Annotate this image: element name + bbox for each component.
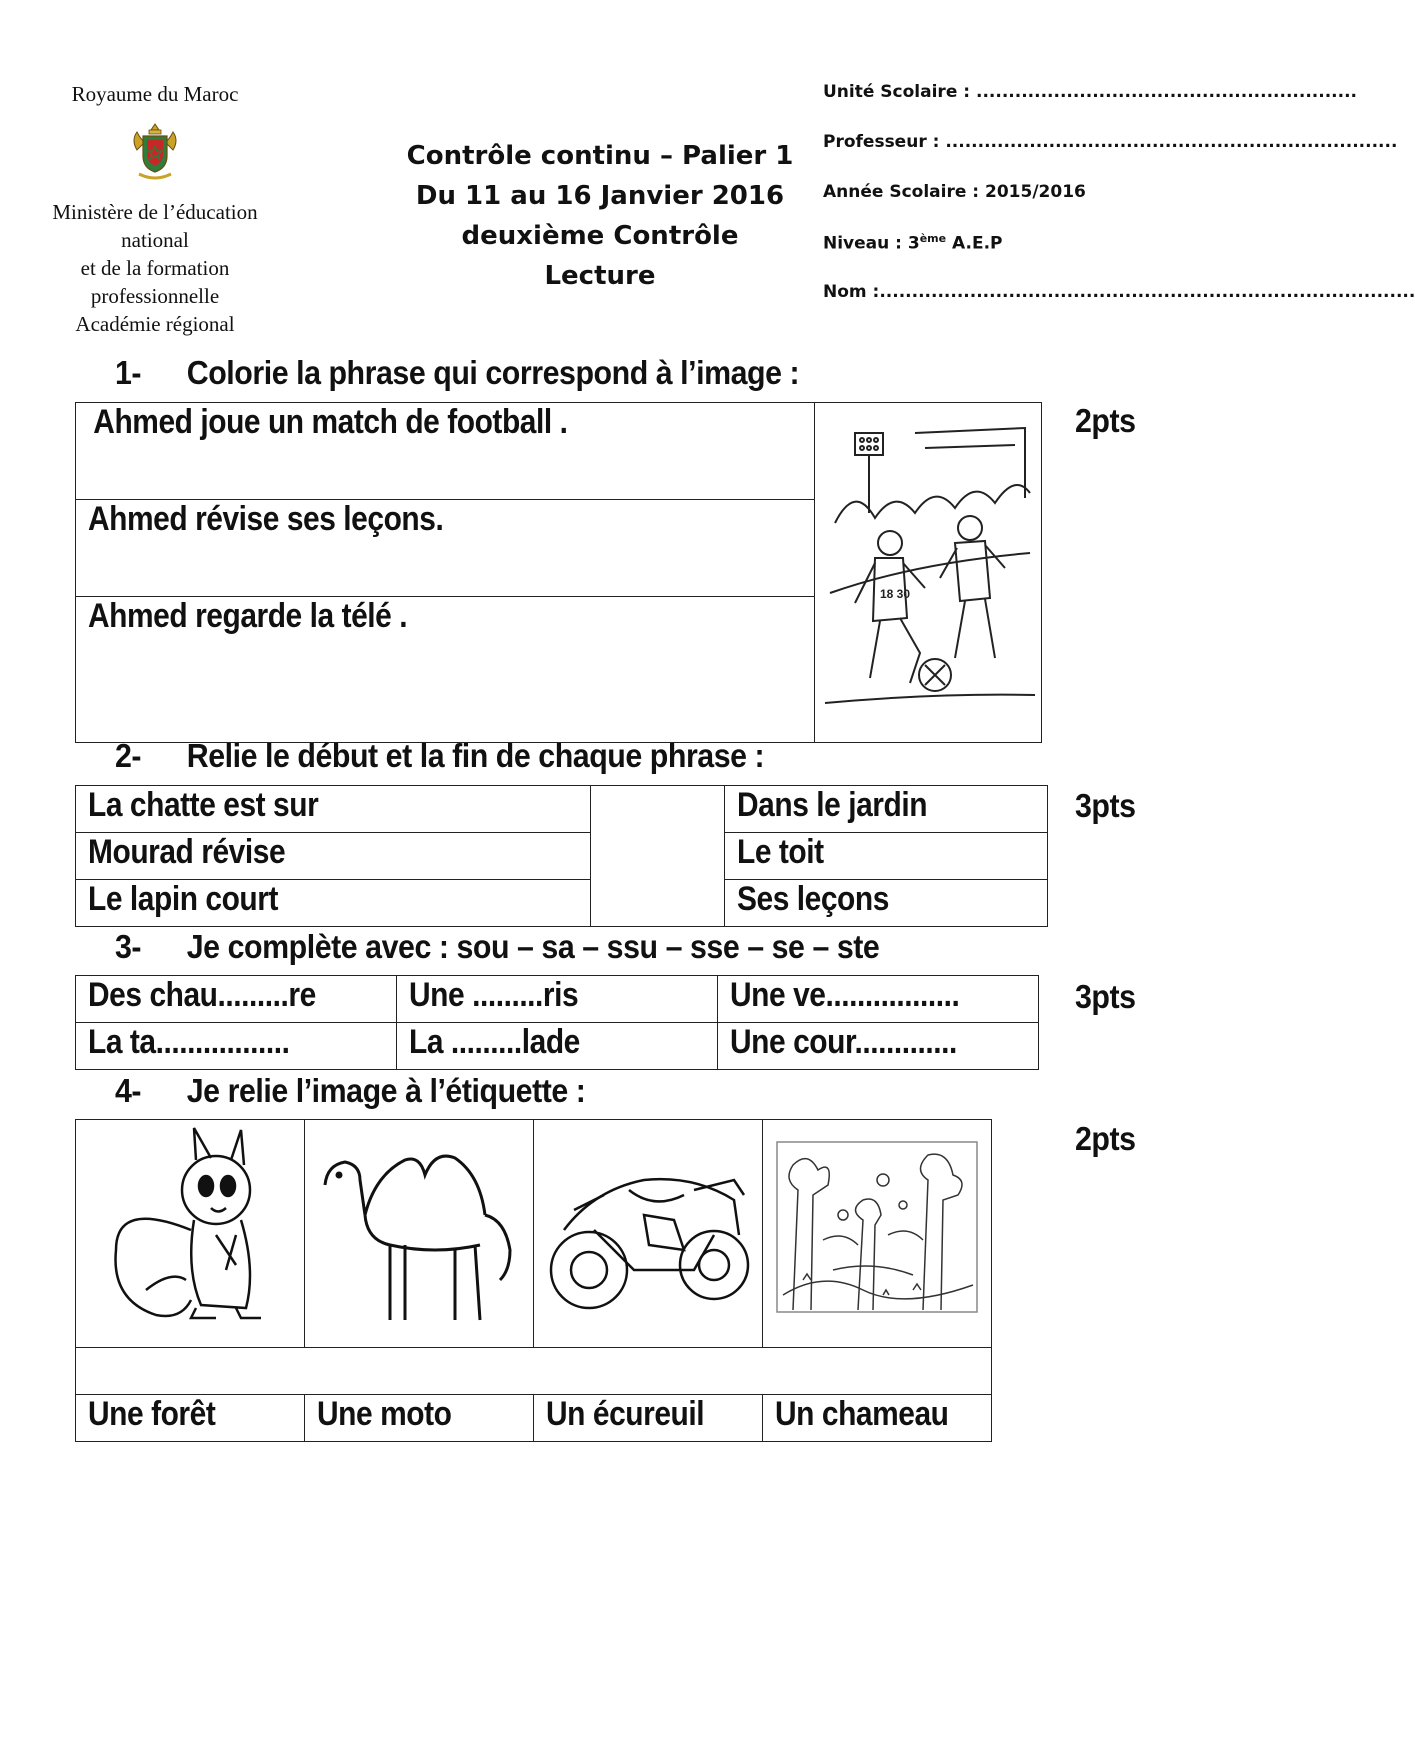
exercise2-table: [75, 785, 1048, 927]
nom-field[interactable]: Nom :...................................................................................: [823, 282, 1415, 302]
end-cell[interactable]: [725, 880, 1048, 927]
sentence-cell[interactable]: [76, 499, 815, 596]
professeur-field[interactable]: Professeur : ......................................................................: [823, 132, 1398, 152]
ministry-line: Ministère de l’éducation: [52, 200, 258, 224]
student-info: [823, 82, 1415, 332]
complete-cell[interactable]: [76, 1023, 397, 1070]
complete-text: La .........lade: [409, 1023, 580, 1061]
label-text: Un écureuil: [546, 1395, 705, 1433]
niveau-sup: ème: [919, 232, 947, 245]
complete-cell[interactable]: [397, 976, 718, 1023]
exercise3-number: 3-: [115, 928, 142, 965]
football-image-cell: [815, 403, 1042, 743]
jersey-number: 18 30: [880, 587, 911, 601]
sentence-cell[interactable]: [76, 403, 815, 500]
start-text: Mourad révise: [88, 833, 286, 871]
exercise4-number: 4-: [115, 1072, 142, 1109]
label-cell[interactable]: [763, 1395, 992, 1442]
ministry-line: Académie régional: [75, 312, 235, 336]
sentence-cell[interactable]: [76, 596, 815, 742]
label-cell[interactable]: [76, 1395, 305, 1442]
niveau-suffix: A.E.P: [946, 233, 1003, 254]
label-cell[interactable]: [534, 1395, 763, 1442]
squirrel-icon: [76, 1120, 304, 1338]
exercise3-points: 3pts: [1075, 978, 1136, 1015]
exercise1-number: 1-: [115, 354, 142, 391]
exercise1-heading: [115, 354, 799, 392]
exercise4-table: [75, 1119, 992, 1442]
label-text: Une moto: [317, 1395, 452, 1433]
unite-field[interactable]: Unité Scolaire : ...........................................................: [823, 82, 1358, 102]
end-cell[interactable]: [725, 833, 1048, 880]
complete-text: Une cour.............: [730, 1023, 957, 1061]
exercise1-table: [75, 402, 1042, 743]
complete-text: Une ve.................: [730, 976, 960, 1014]
kingdom-label: Royaume du Maroc: [71, 82, 239, 106]
ministry-line: national: [121, 228, 189, 252]
complete-cell[interactable]: [718, 976, 1039, 1023]
sentence-text: Ahmed révise ses leçons.: [88, 499, 444, 538]
ministry-line: professionnelle: [90, 284, 220, 308]
start-cell[interactable]: [76, 880, 591, 927]
exercise1-title: Colorie la phrase qui correspond à l’image :: [186, 354, 800, 391]
coat-of-arms-icon: [123, 120, 187, 184]
exercise4-points: 2pts: [1075, 1120, 1136, 1157]
label-cell[interactable]: [305, 1395, 534, 1442]
exam-title: [380, 136, 820, 296]
exercise3-table: [75, 975, 1039, 1070]
complete-cell[interactable]: [718, 1023, 1039, 1070]
title-line: Du 11 au 16 Janvier 2016: [415, 181, 785, 211]
end-cell[interactable]: [725, 786, 1048, 833]
link-zone[interactable]: [591, 786, 725, 927]
start-text: Le lapin court: [88, 880, 279, 918]
exercise3-title: Je complète avec : sou – sa – ssu – sse – se – ste: [186, 928, 880, 965]
complete-text: La ta.................: [88, 1023, 290, 1061]
answer-row[interactable]: [76, 1348, 992, 1395]
title-line: Contrôle continu – Palier 1: [406, 141, 794, 171]
exercise4-title: Je relie l’image à l’étiquette :: [186, 1072, 586, 1109]
end-text: Le toit: [737, 833, 824, 871]
camel-image-cell: [305, 1120, 534, 1348]
sentence-text: Ahmed joue un match de football .: [93, 403, 568, 441]
ministry-line: et de la formation: [80, 256, 230, 280]
exercise3-heading: [115, 928, 879, 966]
football-illustration: [815, 403, 1041, 733]
complete-cell[interactable]: [397, 1023, 718, 1070]
forest-image-cell: [763, 1120, 992, 1348]
start-text: La chatte est sur: [88, 786, 319, 824]
niveau-field: [823, 232, 1223, 282]
end-text: Ses leçons: [737, 880, 889, 918]
camel-icon: [305, 1120, 533, 1338]
exercise1-points: 2pts: [1075, 402, 1136, 439]
exercise2-title: Relie le début et la fin de chaque phrase :: [186, 737, 765, 774]
exercise2-number: 2-: [115, 737, 142, 774]
title-line: Lecture: [544, 261, 656, 291]
exercise4-heading: [115, 1072, 585, 1110]
complete-text: Des chau.........re: [88, 976, 316, 1014]
motorbike-image-cell: [534, 1120, 763, 1348]
complete-cell[interactable]: [76, 976, 397, 1023]
end-text: Dans le jardin: [737, 786, 928, 824]
ministry-block: [30, 80, 280, 338]
squirrel-image-cell: [76, 1120, 305, 1348]
label-text: Un chameau: [775, 1395, 949, 1433]
niveau-prefix: Niveau : 3: [823, 233, 920, 254]
start-cell[interactable]: [76, 786, 591, 833]
complete-text: Une .........ris: [409, 976, 579, 1014]
annee-field: Année Scolaire : 2015/2016: [823, 182, 1086, 202]
exercise2-points: 3pts: [1075, 787, 1136, 824]
motorbike-icon: [534, 1120, 762, 1338]
title-line: deuxième Contrôle: [461, 221, 739, 251]
forest-icon: [763, 1120, 991, 1338]
label-text: Une forêt: [88, 1395, 216, 1433]
start-cell[interactable]: [76, 833, 591, 880]
exercise2-heading: [115, 737, 764, 775]
sentence-text: Ahmed regarde la télé .: [88, 596, 408, 635]
